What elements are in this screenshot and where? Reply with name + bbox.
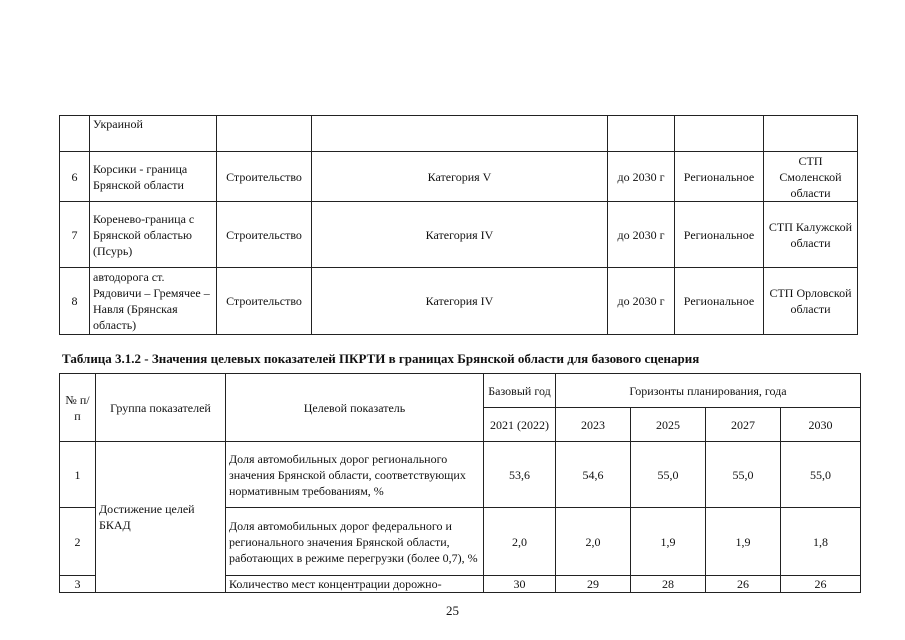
level-cell: Региональное bbox=[675, 202, 764, 268]
value-cell: 55,0 bbox=[781, 442, 861, 508]
value-cell: 26 bbox=[781, 576, 861, 593]
base-value-cell: 2,0 bbox=[484, 508, 556, 576]
level-cell: Региональное bbox=[675, 268, 764, 335]
col-header-year: 2030 bbox=[781, 408, 861, 442]
row-number: 3 bbox=[60, 576, 96, 593]
value-cell: 29 bbox=[556, 576, 631, 593]
source-cell: СТП Смоленской области bbox=[764, 152, 858, 202]
indicator-cell: Доля автомобильных дорог регионального значения Брянской области, соответствующих нормативным требованиям, % bbox=[226, 442, 484, 508]
term-cell: до 2030 г bbox=[608, 268, 675, 335]
category-cell: Категория IV bbox=[312, 202, 608, 268]
value-cell: 1,8 bbox=[781, 508, 861, 576]
row-number: 2 bbox=[60, 508, 96, 576]
projects-table bbox=[59, 115, 858, 335]
col-header-year: 2025 bbox=[631, 408, 706, 442]
group-cell: Достижение целей БКАД bbox=[96, 442, 226, 593]
value-cell: 55,0 bbox=[706, 442, 781, 508]
col-header-base-year: Базовый год bbox=[484, 374, 556, 408]
table-row bbox=[60, 116, 858, 152]
value-cell: 1,9 bbox=[706, 508, 781, 576]
table-caption: Таблица 3.1.2 - Значения целевых показателей ПКРТИ в границах Брянской области для базового сценария bbox=[62, 351, 700, 366]
table-row bbox=[60, 152, 858, 202]
source-cell: СТП Калужской области bbox=[764, 202, 858, 268]
term-cell: до 2030 г bbox=[608, 152, 675, 202]
value-cell: 26 bbox=[706, 576, 781, 593]
page-number: 25 bbox=[446, 603, 459, 618]
activity-cell: Строительство bbox=[217, 202, 312, 268]
value-cell: 1,9 bbox=[631, 508, 706, 576]
row-number: 6 bbox=[60, 152, 90, 202]
col-header-group: Группа показателей bbox=[96, 374, 226, 442]
road-name-cell: Корсики - граница Брянской области bbox=[90, 152, 217, 202]
row-number: 7 bbox=[60, 202, 90, 268]
value-cell: 55,0 bbox=[631, 442, 706, 508]
road-name-cell: Коренево-граница с Брянской областью (Псурь) bbox=[90, 202, 217, 268]
value-cell: 28 bbox=[631, 576, 706, 593]
category-cell: Категория IV bbox=[312, 268, 608, 335]
value-cell: 2,0 bbox=[556, 508, 631, 576]
road-name-cell: Украиной bbox=[90, 116, 217, 152]
col-header-base-year-value: 2021 (2022) bbox=[484, 408, 556, 442]
row-number: 1 bbox=[60, 442, 96, 508]
base-value-cell: 53,6 bbox=[484, 442, 556, 508]
header-row bbox=[60, 374, 861, 408]
table-row bbox=[60, 268, 858, 335]
row-number: 8 bbox=[60, 268, 90, 335]
col-header-year: 2027 bbox=[706, 408, 781, 442]
activity-cell: Строительство bbox=[217, 152, 312, 202]
indicator-cell: Доля автомобильных дорог федерального и регионального значения Брянской области, работающих в режиме перегрузки (более 0,7), % bbox=[226, 508, 484, 576]
table-row bbox=[60, 202, 858, 268]
col-header-num: № п/п bbox=[60, 374, 96, 442]
col-header-indicator: Целевой показатель bbox=[226, 374, 484, 442]
category-cell: Категория V bbox=[312, 152, 608, 202]
indicator-cell: Количество мест концентрации дорожно- bbox=[226, 576, 484, 593]
base-value-cell: 30 bbox=[484, 576, 556, 593]
term-cell: до 2030 г bbox=[608, 202, 675, 268]
col-header-year: 2023 bbox=[556, 408, 631, 442]
road-name-cell: автодорога ст. Рядовичи – Гремячее – Навля (Брянская область) bbox=[90, 268, 217, 335]
activity-cell: Строительство bbox=[217, 268, 312, 335]
table-row bbox=[60, 442, 861, 508]
indicators-table bbox=[59, 373, 861, 593]
value-cell: 54,6 bbox=[556, 442, 631, 508]
level-cell: Региональное bbox=[675, 152, 764, 202]
source-cell: СТП Орловской области bbox=[764, 268, 858, 335]
col-header-horizons: Горизонты планирования, года bbox=[556, 374, 861, 408]
